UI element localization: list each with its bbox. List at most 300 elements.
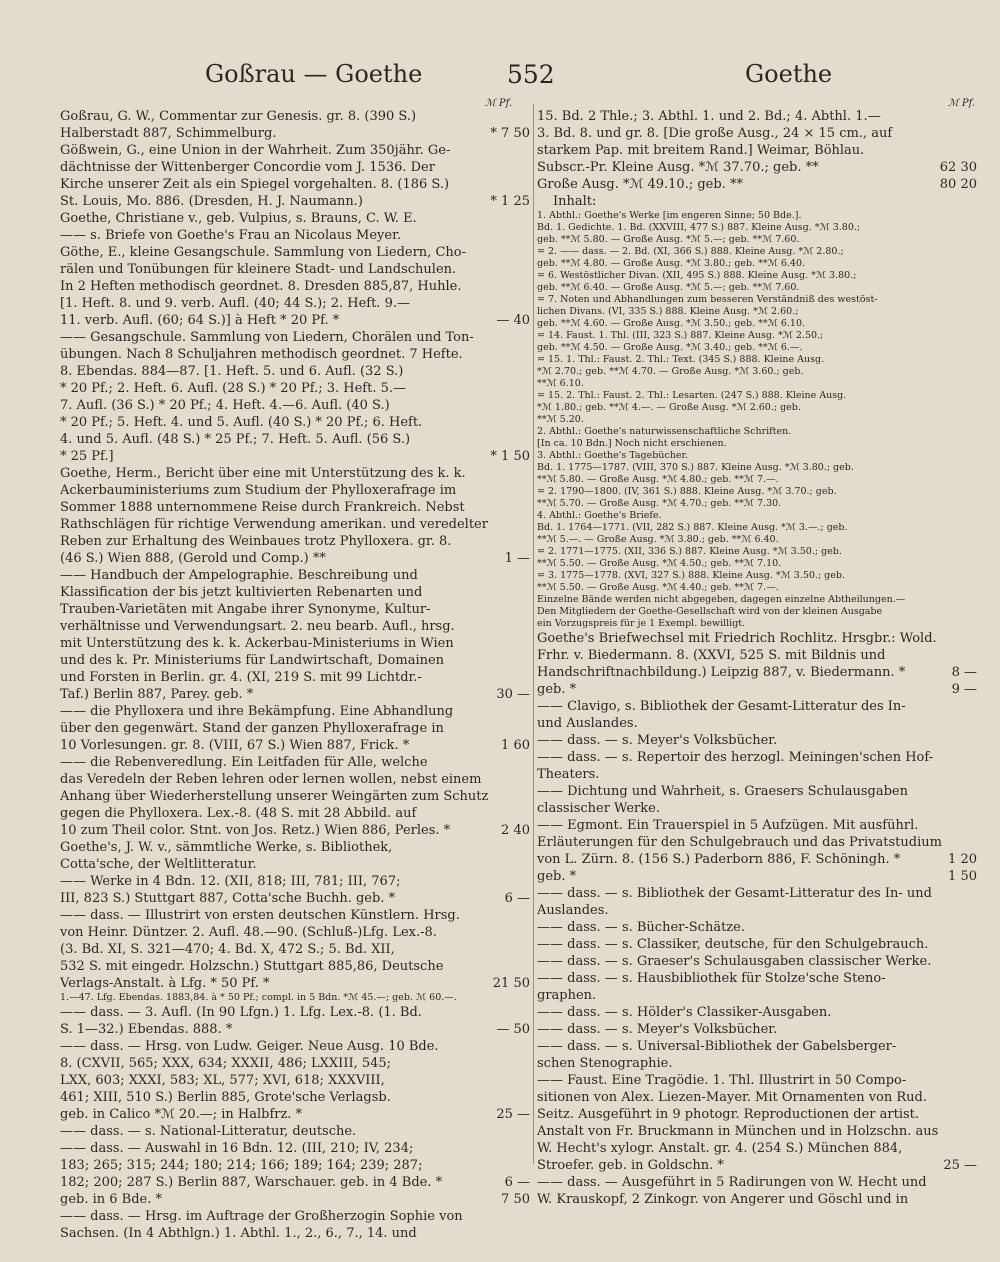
entry-price: — 50 bbox=[496, 1022, 530, 1037]
entry-text: Cotta'sche, der Weltlitteratur. bbox=[60, 857, 257, 872]
entry-text: Theaters. bbox=[537, 767, 600, 782]
entry-line bbox=[537, 108, 977, 125]
entry-text: —— dass. — s. Graeser's Schulausgaben classischer Werke. bbox=[537, 954, 932, 969]
entry-text: *ℳ 2.70.; geb. **ℳ 4.70. — Große Ausg. *ℳ 3.60.; geb. bbox=[537, 366, 804, 377]
entry-price: 25 — bbox=[943, 1158, 977, 1173]
entry-text: das Veredeln der Reben lehren oder lernen wollen, nebst einem bbox=[60, 772, 482, 787]
entry-line bbox=[537, 426, 977, 438]
column-divider bbox=[533, 104, 534, 1164]
entry-text: schen Stenographie. bbox=[537, 1056, 673, 1071]
entry-line bbox=[537, 159, 977, 176]
entry-line bbox=[537, 1089, 977, 1106]
entry-text: = 15. 1. Thl.: Faust. 2. Thl.: Text. (345 S.) 888. Kleine Ausg. bbox=[537, 354, 825, 365]
entry-text: —— Faust. Eine Tragödie. 1. Thl. Illustrirt in 50 Compo- bbox=[537, 1073, 907, 1088]
entry-text: **ℳ 5.70. — Große Ausg. *ℳ 4.70.; geb. **ℳ 7.30. bbox=[537, 498, 782, 509]
entry-line bbox=[537, 270, 977, 282]
entry-text: Goethe's, J. W. v., sämmtliche Werke, s. Bibliothek, bbox=[60, 840, 393, 855]
entry-text: dächtnisse der Wittenberger Concordie vom J. 1536. Der bbox=[60, 160, 435, 175]
entry-text: **ℳ 6.10. bbox=[537, 378, 584, 389]
entry-text: 3. Bd. 8. und gr. 8. [Die große Ausg., 24 × 15 cm., auf bbox=[537, 126, 893, 141]
entry-text: 1. Abthl.: Goethe's Werke [im engeren Sinne; 50 Bde.]. bbox=[537, 210, 802, 221]
entry-price: 1 50 bbox=[948, 869, 977, 884]
entry-text: Handschriftnachbildung.) Leipzig 887, v. Biedermann. * bbox=[537, 665, 906, 680]
entry-text: Einzelne Bände werden nicht abgegeben, dagegen einzelne Abtheilungen.— bbox=[537, 594, 906, 605]
entry-line bbox=[537, 902, 977, 919]
entry-text: Frhr. v. Biedermann. 8. (XXVI, 525 S. mit Bildnis und bbox=[537, 648, 886, 663]
entry-text: Goßrau, G. W., Commentar zur Genesis. gr. 8. (390 S.) bbox=[60, 109, 417, 124]
entry-line bbox=[537, 294, 977, 306]
entry-text: Große Ausg. *ℳ 49.10.; geb. ** bbox=[537, 177, 743, 192]
entry-text: = 15. 2. Thl.: Faust. 2. Thl.: Lesarten. (247 S.) 888. Kleine Ausg. bbox=[537, 390, 847, 401]
entry-text: geb. **ℳ 4.60. — Große Ausg. *ℳ 3.50.; geb. **ℳ 6.10. bbox=[537, 318, 806, 329]
entry-text: Goethe, Christiane v., geb. Vulpius, s. Brauns, C. W. E. bbox=[60, 211, 417, 226]
entry-line bbox=[60, 992, 530, 1004]
entry-text: —— dass. — s. Bibliothek der Gesamt-Litteratur des In- und bbox=[537, 886, 932, 901]
entry-line bbox=[60, 805, 530, 822]
entry-line bbox=[60, 822, 530, 839]
entry-line bbox=[537, 306, 977, 318]
entry-line bbox=[537, 282, 977, 294]
entry-text: 182; 200; 287 S.) Berlin 887, Warschauer. geb. in 4 Bde. * bbox=[60, 1175, 443, 1190]
entry-line bbox=[60, 448, 530, 465]
entry-line bbox=[60, 278, 530, 295]
entry-text: 532 S. mit eingedr. Holzschn.) Stuttgart 885,86, Deutsche bbox=[60, 959, 444, 974]
entry-text: verhältnisse und Verwendungsart. 2. neu bearb. Aufl., hrsg. bbox=[60, 619, 455, 634]
entry-text: und des k. Pr. Ministeriums für Landwirtschaft, Domainen bbox=[60, 653, 445, 668]
entry-line bbox=[537, 558, 977, 570]
entry-price: * 1 25 bbox=[490, 194, 530, 209]
entry-line bbox=[537, 1004, 977, 1021]
entry-text: * 20 Pf.; 2. Heft. 6. Aufl. (28 S.) * 20 Pf.; 3. Heft. 5.— bbox=[60, 381, 406, 396]
entry-text: Kirche unserer Zeit als ein Spiegel vorgehalten. 8. (186 S.) bbox=[60, 177, 450, 192]
entry-text: —— Egmont. Ein Trauerspiel in 5 Aufzügen. Mit ausführl. bbox=[537, 818, 919, 833]
entry-text: 2. Abthl.: Goethe's naturwissenschaftliche Schriften. bbox=[537, 426, 792, 437]
entry-text: **ℳ 5.20. bbox=[537, 414, 584, 425]
entry-price: * 7 50 bbox=[490, 126, 530, 141]
entry-text: mit Unterstützung des k. k. Ackerbau-Ministeriums in Wien bbox=[60, 636, 454, 651]
entry-line bbox=[537, 176, 977, 193]
entry-text: geb. * bbox=[537, 869, 577, 884]
entry-price: 21 50 bbox=[492, 976, 530, 991]
entry-text: Inhalt: bbox=[553, 194, 597, 209]
entry-text: III, 823 S.) Stuttgart 887, Cotta'sche Buchh. geb. * bbox=[60, 891, 396, 906]
entry-line bbox=[537, 664, 977, 681]
entry-text: —— dass. — s. Classiker, deutsche, für den Schulgebrauch. bbox=[537, 937, 929, 952]
entry-text: 10 Vorlesungen. gr. 8. (VIII, 67 S.) Wien 887, Frick. * bbox=[60, 738, 410, 753]
entry-line bbox=[537, 834, 977, 851]
entry-text: —— s. Briefe von Goethe's Frau an Nicolaus Meyer. bbox=[60, 228, 402, 243]
entry-line bbox=[537, 354, 977, 366]
entry-price: 30 — bbox=[496, 687, 530, 702]
entry-line bbox=[60, 465, 530, 482]
entry-line bbox=[60, 499, 530, 516]
entry-text: geb. **ℳ 6.40. — Große Ausg. *ℳ 5.—; geb. **ℳ 7.60. bbox=[537, 282, 800, 293]
entry-line bbox=[60, 482, 530, 499]
entry-text: gegen die Phylloxera. Lex.-8. (48 S. mit 28 Abbild. auf bbox=[60, 806, 417, 821]
entry-line bbox=[60, 244, 530, 261]
entry-text: —— dass. — s. Bücher-Schätze. bbox=[537, 920, 745, 935]
entry-text: 1.—47. Lfg. Ebendas. 1883,84. à * 50 Pf.; compl. in 5 Bdn. *ℳ 45.—; geb. ℳ 60.—. bbox=[60, 992, 457, 1003]
entry-line bbox=[60, 1225, 530, 1242]
entry-text: und Forsten in Berlin. gr. 4. (XI, 219 S. mit 99 Lichtdr.- bbox=[60, 670, 422, 685]
entry-line bbox=[60, 1208, 530, 1225]
entry-line bbox=[60, 839, 530, 856]
entry-price: 1 60 bbox=[501, 738, 530, 753]
entry-line bbox=[537, 698, 977, 715]
entry-text: 8. Ebendas. 884—87. [1. Heft. 5. und 6. Aufl. (32 S.) bbox=[60, 364, 404, 379]
entry-text: 7. Aufl. (36 S.) * 20 Pf.; 4. Heft. 4.—6. Aufl. (40 S.) bbox=[60, 398, 390, 413]
entry-line bbox=[537, 630, 977, 647]
entry-line bbox=[60, 907, 530, 924]
entry-text: übungen. Nach 8 Schuljahren methodisch geordnet. 7 Hefte. bbox=[60, 347, 463, 362]
entry-line bbox=[537, 606, 977, 618]
entry-line bbox=[537, 1021, 977, 1038]
entry-text: Gößwein, G., eine Union in der Wahrheit. Zum 350jähr. Ge- bbox=[60, 143, 451, 158]
entry-line bbox=[60, 924, 530, 941]
entry-text: 15. Bd. 2 Thle.; 3. Abthl. 1. und 2. Bd.; 4. Abthl. 1.— bbox=[537, 109, 881, 124]
entry-text: —— dass. — Ausgeführt in 5 Radirungen von W. Hecht und bbox=[537, 1175, 927, 1190]
entry-line bbox=[60, 1021, 530, 1038]
entry-text: **ℳ 5.50. — Große Ausg. *ℳ 4.40.; geb. **ℳ 7.—. bbox=[537, 582, 779, 593]
entry-line bbox=[537, 851, 977, 868]
entry-line bbox=[537, 1072, 977, 1089]
entry-line bbox=[537, 474, 977, 486]
entry-line bbox=[537, 868, 977, 885]
entry-line bbox=[537, 800, 977, 817]
entry-line bbox=[60, 1174, 530, 1191]
entry-line bbox=[60, 975, 530, 992]
entry-text: = 2. —— dass. — 2. Bd. (XI, 366 S.) 888. Kleine Ausg. *ℳ 2.80.; bbox=[537, 246, 844, 257]
entry-line bbox=[60, 176, 530, 193]
entry-text: Reben zur Erhaltung des Weinbaues trotz Phylloxera. gr. 8. bbox=[60, 534, 452, 549]
entry-text: lichen Divans. (VI, 335 S.) 888. Kleine Ausg. *ℳ 2.60.; bbox=[537, 306, 799, 317]
entry-text: 4. Abthl.: Goethe's Briefe. bbox=[537, 510, 662, 521]
entry-text: —— Dichtung und Wahrheit, s. Graesers Schulausgaben bbox=[537, 784, 908, 799]
entry-text: rälen und Tonübungen für kleinere Stadt- und Landschulen. bbox=[60, 262, 457, 277]
entry-price: 25 — bbox=[496, 1107, 530, 1122]
entry-text: Trauben-Varietäten mit Angabe ihrer Synonyme, Kultur- bbox=[60, 602, 431, 617]
entry-text: —— dass. — Hrsg. von Ludw. Geiger. Neue Ausg. 10 Bde. bbox=[60, 1039, 439, 1054]
entry-line bbox=[60, 397, 530, 414]
entry-line bbox=[537, 766, 977, 783]
entry-text: LXX, 603; XXXI, 583; XL, 577; XVI, 618; XXXVIII, bbox=[60, 1073, 385, 1088]
entry-text: (3. Bd. XI, S. 321—470; 4. Bd. X, 472 S.; 5. Bd. XII, bbox=[60, 942, 395, 957]
entry-text: [In ca. 10 Bdn.] Noch nicht erschienen. bbox=[537, 438, 727, 449]
entry-line bbox=[60, 601, 530, 618]
entry-line bbox=[60, 414, 530, 431]
entry-text: = 6. Westöstlicher Divan. (XII, 495 S.) 888. Kleine Ausg. *ℳ 3.80.; bbox=[537, 270, 857, 281]
entry-line bbox=[537, 258, 977, 270]
entry-text: = 2. 1790—1800. (IV, 361 S.) 888. Kleine Ausg. *ℳ 3.70.; geb. bbox=[537, 486, 837, 497]
entry-text: = 3. 1775—1778. (XVI, 327 S.) 888. Kleine Ausg. *ℳ 3.50.; geb. bbox=[537, 570, 845, 581]
entry-line bbox=[537, 885, 977, 902]
entry-text: Bd. 1. 1775—1787. (VIII, 370 S.) 887. Kleine Ausg. *ℳ 3.80.; geb. bbox=[537, 462, 854, 473]
entry-line bbox=[60, 686, 530, 703]
entry-line bbox=[60, 584, 530, 601]
entry-line bbox=[537, 402, 977, 414]
entry-text: *ℳ 1.80.; geb. **ℳ 4.—. — Große Ausg. *ℳ 2.60.; geb. bbox=[537, 402, 801, 413]
entry-text: Auslandes. bbox=[537, 903, 609, 918]
entry-text: geb. * bbox=[537, 682, 577, 697]
entry-line bbox=[60, 1038, 530, 1055]
entry-text: —— die Phylloxera und ihre Bekämpfung. Eine Abhandlung bbox=[60, 704, 454, 719]
entry-text: 10 zum Theil color. Stnt. von Jos. Retz.) Wien 886, Perles. * bbox=[60, 823, 451, 838]
entry-text: Goethe's Briefwechsel mit Friedrich Rochlitz. Hrsgbr.: Wold. bbox=[537, 631, 937, 646]
entry-text: classischer Werke. bbox=[537, 801, 660, 816]
entry-line bbox=[537, 970, 977, 987]
entry-line bbox=[537, 318, 977, 330]
entry-price: 6 — bbox=[504, 1175, 530, 1190]
entry-text: Ackerbauministeriums zum Studium der Phylloxerafrage im bbox=[60, 483, 457, 498]
entry-line bbox=[537, 1191, 977, 1208]
currency-header-right: ℳ Pf. bbox=[948, 98, 976, 109]
entry-text: —— dass. — 3. Aufl. (In 90 Lfgn.) 1. Lfg. Lex.-8. (1. Bd. bbox=[60, 1005, 422, 1020]
entry-text: geb. in 6 Bde. * bbox=[60, 1192, 163, 1207]
entry-line bbox=[537, 987, 977, 1004]
entry-text: geb. **ℳ 4.80. — Große Ausg. *ℳ 3.80.; geb. **ℳ 6.40. bbox=[537, 258, 806, 269]
entry-line bbox=[60, 312, 530, 329]
entry-line bbox=[537, 1157, 977, 1174]
entry-price: 62 30 bbox=[939, 160, 977, 175]
entry-text: Halberstadt 887, Schimmelburg. bbox=[60, 126, 277, 141]
entry-price: 1 20 bbox=[948, 852, 977, 867]
entry-line bbox=[537, 953, 977, 970]
entry-text: —— dass. — Auswahl in 16 Bdn. 12. (III, 210; IV, 234; bbox=[60, 1141, 414, 1156]
entry-line bbox=[537, 1123, 977, 1140]
entry-line bbox=[537, 522, 977, 534]
entry-line bbox=[60, 550, 530, 567]
entry-text: Klassification der bis jetzt kultivierten Rebenarten und bbox=[60, 585, 423, 600]
entry-line bbox=[60, 159, 530, 176]
entry-text: * 25 Pf.] bbox=[60, 449, 114, 464]
entry-line bbox=[537, 817, 977, 834]
entry-line bbox=[537, 125, 977, 142]
entry-line bbox=[60, 1106, 530, 1123]
entry-text: 3. Abthl.: Goethe's Tagebücher. bbox=[537, 450, 688, 461]
entry-text: von Heinr. Düntzer. 2. Aufl. 48.—90. (Schluß-)Lfg. Lex.-8. bbox=[60, 925, 437, 940]
entry-line bbox=[60, 890, 530, 907]
entry-text: Sachsen. (In 4 Abthlgn.) 1. Abthl. 1., 2., 6., 7., 14. und bbox=[60, 1226, 417, 1241]
entry-line bbox=[60, 941, 530, 958]
entry-line bbox=[60, 567, 530, 584]
entry-line bbox=[537, 1055, 977, 1072]
entry-price: 6 — bbox=[504, 891, 530, 906]
entry-text: Göthe, E., kleine Gesangschule. Sammlung von Liedern, Cho- bbox=[60, 245, 466, 260]
entry-text: 183; 265; 315; 244; 180; 214; 166; 189; 164; 239; 287; bbox=[60, 1158, 423, 1173]
entry-text: Anstalt von Fr. Bruckmann in München und in Holzschn. aus bbox=[537, 1124, 939, 1139]
entry-text: Erläuterungen für den Schulgebrauch und das Privatstudium bbox=[537, 835, 942, 850]
entry-line bbox=[537, 438, 977, 450]
entry-line bbox=[60, 788, 530, 805]
entry-line bbox=[537, 342, 977, 354]
entry-line bbox=[60, 618, 530, 635]
entry-line bbox=[537, 378, 977, 390]
entry-line bbox=[537, 681, 977, 698]
entry-text: **ℳ 5.50. — Große Ausg. *ℳ 4.50.; geb. **ℳ 7.10. bbox=[537, 558, 782, 569]
entry-text: * 20 Pf.; 5. Heft. 4. und 5. Aufl. (40 S.) * 20 Pf.; 6. Heft. bbox=[60, 415, 423, 430]
entry-line bbox=[60, 295, 530, 312]
entry-text: —— dass. — s. Repertoir des herzogl. Meiningen'schen Hof- bbox=[537, 750, 934, 765]
entry-text: 11. verb. Aufl. (60; 64 S.)] à Heft * 20 Pf. * bbox=[60, 313, 340, 328]
entry-line bbox=[60, 754, 530, 771]
currency-header-left: ℳ Pf. bbox=[485, 98, 513, 109]
entry-text: graphen. bbox=[537, 988, 597, 1003]
entry-line bbox=[537, 715, 977, 732]
entry-line bbox=[60, 329, 530, 346]
entry-text: —— Gesangschule. Sammlung von Liedern, Chorälen und Ton- bbox=[60, 330, 474, 345]
entry-text: von L. Zürn. 8. (156 S.) Paderborn 886, F. Schöningh. * bbox=[537, 852, 901, 867]
entry-line bbox=[537, 1106, 977, 1123]
entry-line bbox=[60, 669, 530, 686]
entry-line bbox=[60, 958, 530, 975]
entry-price: 8 — bbox=[951, 665, 977, 680]
entry-line bbox=[537, 414, 977, 426]
entry-line bbox=[537, 234, 977, 246]
entry-line bbox=[537, 618, 977, 630]
running-head-right: Goethe bbox=[745, 60, 833, 88]
entry-line bbox=[60, 125, 530, 142]
entry-text: W. Hecht's xylogr. Anstalt. gr. 4. (254 S.) München 884, bbox=[537, 1141, 903, 1156]
entry-text: (46 S.) Wien 888, (Gerold und Comp.) ** bbox=[60, 551, 326, 566]
entry-text: geb. **ℳ 4.50. — Große Ausg. *ℳ 3.40.; geb. **ℳ 6.—. bbox=[537, 342, 803, 353]
entry-line bbox=[60, 652, 530, 669]
entry-text: —— dass. — s. Hausbibliothek für Stolze'sche Steno- bbox=[537, 971, 886, 986]
entry-text: starkem Pap. mit breitem Rand.] Weimar, Böhlau. bbox=[537, 143, 865, 158]
entry-price: 80 20 bbox=[939, 177, 977, 192]
entry-text: 461; XIII, 510 S.) Berlin 885, Grote'sche Verlagsb. bbox=[60, 1090, 391, 1105]
entry-line bbox=[537, 210, 977, 222]
entry-text: = 14. Faust. 1. Thl. (III, 323 S.) 887. Kleine Ausg. *ℳ 2.50.; bbox=[537, 330, 824, 341]
entry-text: Sommer 1888 unternommene Reise durch Frankreich. Nebst bbox=[60, 500, 465, 515]
entry-line bbox=[537, 510, 977, 522]
entry-line bbox=[537, 1140, 977, 1157]
entry-line bbox=[60, 431, 530, 448]
entry-line bbox=[60, 737, 530, 754]
entry-price: * 1 50 bbox=[490, 449, 530, 464]
entry-text: über den gegenwärt. Stand der ganzen Phylloxerafrage in bbox=[60, 721, 444, 736]
entry-line bbox=[537, 534, 977, 546]
entry-line bbox=[60, 346, 530, 363]
entry-text: Taf.) Berlin 887, Parey. geb. * bbox=[60, 687, 254, 702]
entry-text: Subscr.-Pr. Kleine Ausg. *ℳ 37.70.; geb. ** bbox=[537, 160, 819, 175]
entry-text: **ℳ 5.—. — Große Ausg. *ℳ 3.80.; geb. **ℳ 6.40. bbox=[537, 534, 779, 545]
entry-line bbox=[60, 1123, 530, 1140]
entry-line bbox=[60, 1140, 530, 1157]
entry-text: Den Mitgliedern der Goethe-Gesellschaft wird von der kleinen Ausgabe bbox=[537, 606, 883, 617]
entry-line bbox=[60, 856, 530, 873]
entry-line bbox=[537, 366, 977, 378]
entry-line bbox=[537, 1174, 977, 1191]
entry-line bbox=[537, 936, 977, 953]
entry-text: ein Vorzugspreis für je 1 Exempl. bewilligt. bbox=[537, 618, 746, 629]
entry-line bbox=[537, 462, 977, 474]
entry-line bbox=[60, 635, 530, 652]
entry-text: St. Louis, Mo. 886. (Dresden, H. J. Naumann.) bbox=[60, 194, 363, 209]
entry-text: Bd. 1. Gedichte. 1. Bd. (XXVIII, 477 S.) 887. Kleine Ausg. *ℳ 3.80.; bbox=[537, 222, 861, 233]
entry-line bbox=[537, 919, 977, 936]
entry-text: —— die Rebenveredlung. Ein Leitfaden für Alle, welche bbox=[60, 755, 428, 770]
entry-line bbox=[60, 261, 530, 278]
entry-line bbox=[537, 142, 977, 159]
entry-line bbox=[537, 582, 977, 594]
entry-line bbox=[537, 450, 977, 462]
entry-text: Goethe, Herm., Bericht über eine mit Unterstützung des k. k. bbox=[60, 466, 466, 481]
page-number: 552 bbox=[507, 60, 555, 89]
entry-line bbox=[537, 783, 977, 800]
entry-line bbox=[537, 732, 977, 749]
entry-line bbox=[537, 546, 977, 558]
entry-line bbox=[537, 246, 977, 258]
entry-text: Seitz. Ausgeführt in 9 photogr. Reproductionen der artist. bbox=[537, 1107, 920, 1122]
entry-line bbox=[60, 873, 530, 890]
entry-text: = 7. Noten und Abhandlungen zum besseren Verständniß des westöst- bbox=[537, 294, 878, 305]
entry-text: geb. in Calico *ℳ 20.—; in Halbfrz. * bbox=[60, 1107, 303, 1122]
entry-text: —— dass. — s. National-Litteratur, deutsche. bbox=[60, 1124, 357, 1139]
entry-line bbox=[60, 703, 530, 720]
entry-line bbox=[537, 222, 977, 234]
entry-line bbox=[537, 498, 977, 510]
entry-text: —— dass. — s. Hölder's Classiker-Ausgaben. bbox=[537, 1005, 832, 1020]
entry-text: geb. **ℳ 5.80. — Große Ausg. *ℳ 5.—; geb. **ℳ 7.60. bbox=[537, 234, 800, 245]
entry-text: **ℳ 5.80. — Große Ausg. *ℳ 4.80.; geb. **ℳ 7.—. bbox=[537, 474, 779, 485]
entry-line bbox=[60, 193, 530, 210]
entry-line bbox=[60, 380, 530, 397]
entry-line bbox=[60, 108, 530, 125]
entry-price: 2 40 bbox=[501, 823, 530, 838]
entry-text: —— dass. — s. Universal-Bibliothek der Gabelsberger- bbox=[537, 1039, 897, 1054]
right-column bbox=[537, 108, 977, 1208]
entry-text: S. 1—32.) Ebendas. 888. * bbox=[60, 1022, 233, 1037]
entry-price: 9 — bbox=[951, 682, 977, 697]
entry-text: —— Werke in 4 Bdn. 12. (XII, 818; III, 781; III, 767; bbox=[60, 874, 401, 889]
entry-text: W. Krauskopf, 2 Zinkogr. von Angerer und Göschl und in bbox=[537, 1192, 909, 1207]
entry-line bbox=[60, 1089, 530, 1106]
entry-line bbox=[537, 330, 977, 342]
entry-text: Verlags-Anstalt. à Lfg. * 50 Pf. * bbox=[60, 976, 270, 991]
entry-text: —— dass. — Hrsg. im Auftrage der Großherzogin Sophie von bbox=[60, 1209, 463, 1224]
entry-line bbox=[60, 771, 530, 788]
entry-text: = 2. 1771—1775. (XII, 336 S.) 887. Kleine Ausg. *ℳ 3.50.; geb. bbox=[537, 546, 842, 557]
entry-line bbox=[537, 1038, 977, 1055]
entry-text: sitionen von Alex. Liezen-Mayer. Mit Ornamenten von Rud. bbox=[537, 1090, 927, 1105]
entry-line bbox=[60, 142, 530, 159]
entry-line bbox=[537, 486, 977, 498]
left-column bbox=[60, 108, 530, 1242]
entry-text: Bd. 1. 1764—1771. (VII, 282 S.) 887. Kleine Ausg. *ℳ 3.—.; geb. bbox=[537, 522, 848, 533]
entry-line bbox=[537, 570, 977, 582]
entry-price: — 40 bbox=[496, 313, 530, 328]
entry-line bbox=[60, 1055, 530, 1072]
entry-line bbox=[60, 210, 530, 227]
entry-text: —— dass. — s. Meyer's Volksbücher. bbox=[537, 733, 778, 748]
entry-line bbox=[60, 227, 530, 244]
entry-text: [1. Heft. 8. und 9. verb. Aufl. (40; 44 S.); 2. Heft. 9.— bbox=[60, 296, 410, 311]
entry-line bbox=[537, 390, 977, 402]
entry-text: 8. (CXVII, 565; XXX, 634; XXXII, 486; LXXIII, 545; bbox=[60, 1056, 392, 1071]
entry-line bbox=[60, 1072, 530, 1089]
entry-line bbox=[60, 1004, 530, 1021]
entry-text: 4. und 5. Aufl. (48 S.) * 25 Pf.; 7. Heft. 5. Aufl. (56 S.) bbox=[60, 432, 411, 447]
entry-text: Stroefer. geb. in Goldschn. * bbox=[537, 1158, 724, 1173]
entry-text: Rathschlägen für richtige Verwendung amerikan. und veredelter bbox=[60, 517, 488, 532]
entry-price: 1 — bbox=[504, 551, 530, 566]
entry-text: —— dass. — s. Meyer's Volksbücher. bbox=[537, 1022, 778, 1037]
entry-line bbox=[537, 594, 977, 606]
entry-text: und Auslandes. bbox=[537, 716, 638, 731]
entry-text: —— Clavigo, s. Bibliothek der Gesamt-Litteratur des In- bbox=[537, 699, 906, 714]
entry-line bbox=[60, 720, 530, 737]
entry-price: 7 50 bbox=[501, 1192, 530, 1207]
